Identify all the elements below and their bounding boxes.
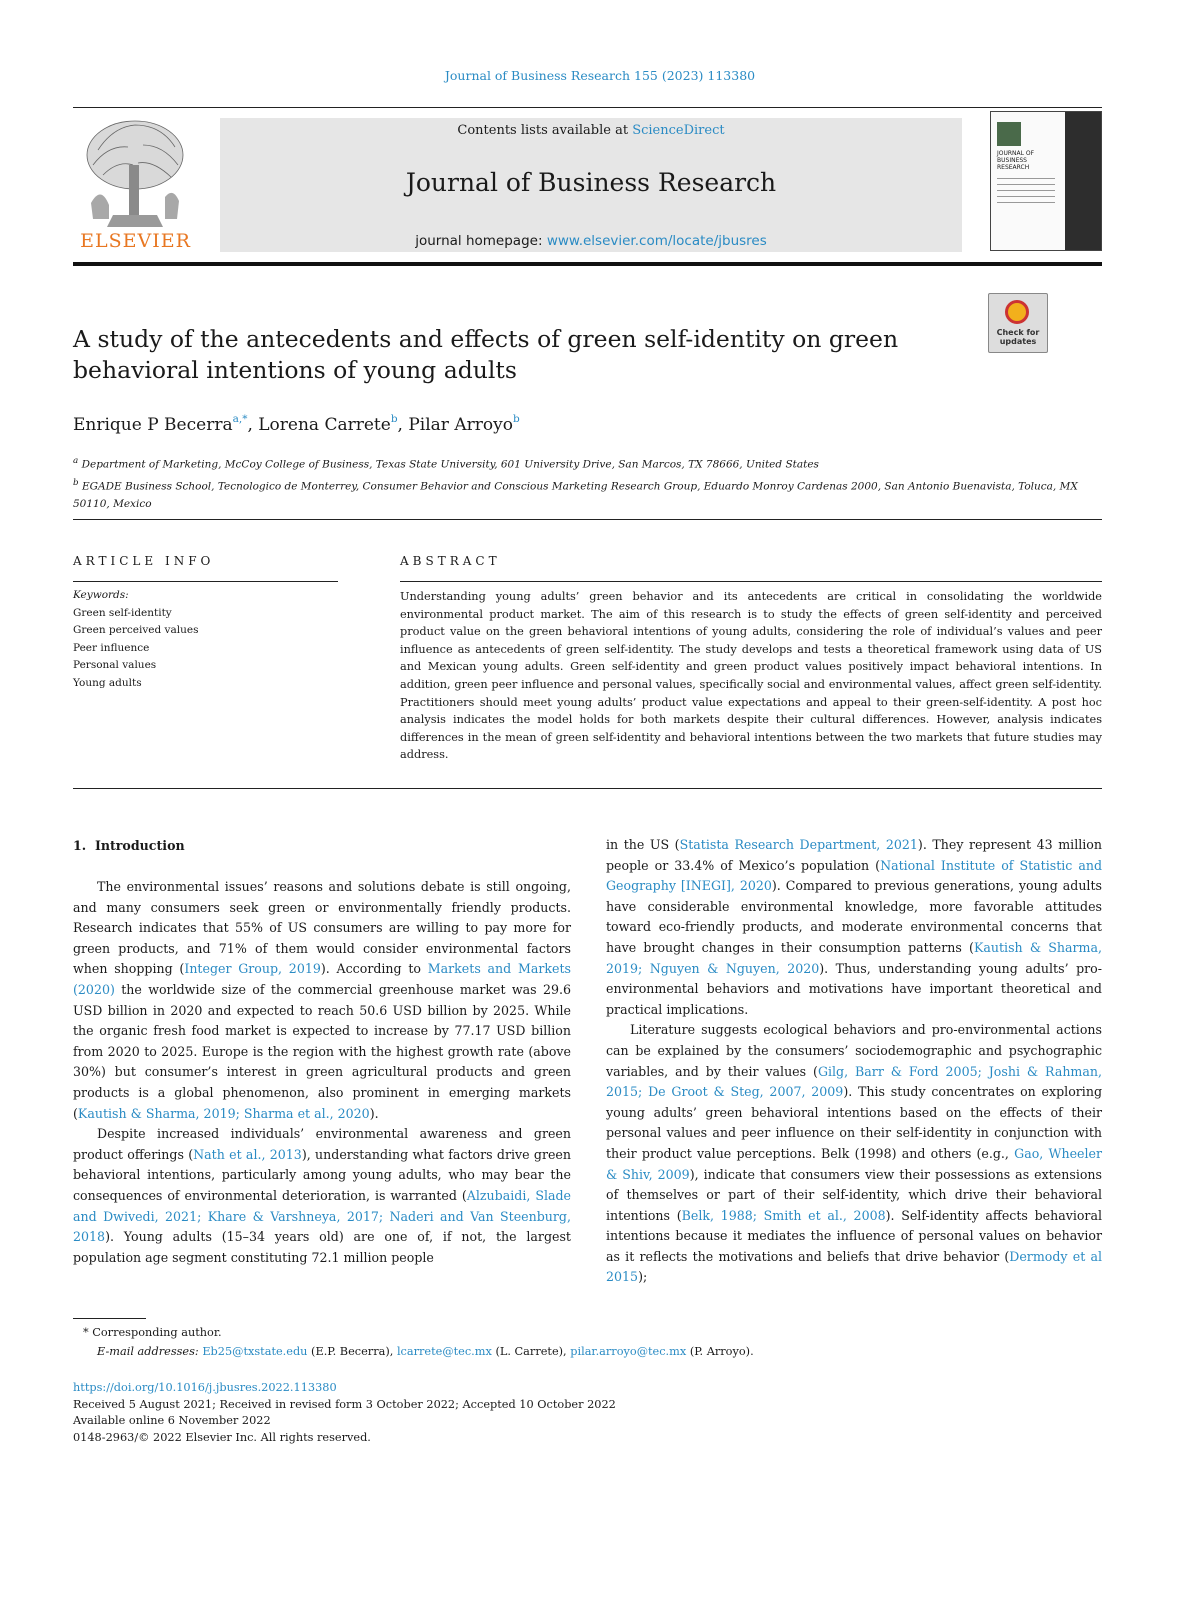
article-info-rule [73, 581, 338, 582]
body-text: The environmental issues’ reasons and solutions debate is still ongoing, and many consumers seek green or environmentally friendly products. Research indicates that 55% of US consumers are willing to pay more for green products, and 71% of them would consider environmental factors when shopping ( [73, 879, 571, 977]
body-text: ). This study concentrates on exploring young adults’ green behavioral intentions based on the effects of their personal values and peer influence on their self-identity in conjunction with their product value perceptions. Belk (1998) and others (e.g., [606, 1084, 1102, 1161]
body-column-left [73, 877, 571, 1268]
body-text: in the US ( [606, 837, 680, 852]
abstract-bottom-rule [73, 788, 1102, 789]
crossmark-icon [1005, 300, 1029, 324]
email-link[interactable]: Eb25@txstate.edu [202, 1344, 308, 1358]
citation-link[interactable]: Kautish & Sharma, 2019; Nguyen & Nguyen, 2020 [606, 939, 1102, 976]
journal-cover-thumbnail [990, 111, 1102, 251]
body-text: Literature suggests ecological behaviors and pro-environmental actions can be explained by the consumers’ sociodemographic and psychographic variables, and by their values ( [606, 1022, 1102, 1079]
publisher-name: ELSEVIER [80, 230, 191, 252]
body-text: ). [369, 1105, 379, 1121]
body-column-right [606, 835, 1102, 1288]
body-text: ), indicate that consumers view their possessions as extensions of themselves or part of their self-identity, which drive their behavioral intentions ( [606, 1166, 1103, 1223]
citation-link[interactable]: Integer Group, 2019 [184, 961, 321, 977]
paragraph [606, 835, 1102, 1020]
received-dates: Received 5 August 2021; Received in revised form 3 October 2022; Accepted 10 October 2022 [73, 1397, 616, 1411]
citation-link[interactable]: Alzubaidi, Slade and Dwivedi, 2021; Khare & Varshneya, 2017; Naderi and Van Steenburg, 2018 [73, 1187, 571, 1245]
footnote-rule [73, 1318, 146, 1319]
journal-title: Journal of Business Research [405, 168, 777, 197]
front-matter-rule [73, 519, 1102, 520]
body-text: the worldwide size of the commercial greenhouse market was 29.6 USD billion in 2020 and expected to reach 50.6 USD billion by 2025. While the organic fresh food market is expected to increase by 77.17 USD billion from 2020 to 2025. Europe is the region with the highest growth rate (above 30%) but consumer’s interest in green agricultural products and green products is a global phenomenon, also prominent in emerging markets ( [73, 981, 571, 1121]
citation-link[interactable]: Gao, Wheeler & Shiv, 2009 [606, 1145, 1102, 1182]
body-text: ), understanding what factors drive green behavioral intentions, particularly among young adults, who may bear the consequences of environmental deterioration, is warranted ( [73, 1146, 571, 1203]
homepage-link[interactable]: www.elsevier.com/locate/jbusres [546, 233, 767, 249]
paper-title: A study of the antecedents and effects of green self-identity on green behavioral intentions of young adults [73, 325, 899, 384]
body-text: ). Thus, understanding young adults’ pro-environmental behaviors and motivations have important theoretical and practical implications. [606, 960, 1102, 1017]
affiliation-a: $^a$ Department of Marketing, McCoy College of Business, Texas State University, 601 University Drive, San Marcos, TX 78666, United States [73, 456, 819, 471]
citation-link[interactable]: Kautish & Sharma, 2019; Sharma et al., 2020 [77, 1105, 370, 1121]
sciencedirect-link[interactable]: ScienceDirect [632, 123, 725, 138]
citation-link[interactable]: Statista Research Department, 2021 [679, 837, 918, 852]
body-text: ). They represent 43 million people or 33.4% of Mexico’s population ( [606, 837, 1102, 873]
citation-link[interactable]: Belk, 1988; Smith et al., 2008 [681, 1207, 886, 1223]
author-name: Enrique P Becerra [73, 415, 233, 435]
homepage-line: journal homepage: www.elsevier.com/locate/jbusres [415, 233, 767, 249]
footnotes [73, 1324, 1102, 1361]
keyword: Personal values [73, 659, 157, 671]
body-text: ); [638, 1269, 648, 1285]
body-text: ). Compared to previous generations, young adults have considerable environmental knowledge, more favorable attitudes toward eco-friendly products, and moderate environmental concerns that have brought changes in their consumption patterns ( [606, 878, 1102, 955]
keywords-block [73, 587, 198, 692]
article-info-heading: ARTICLE INFO [73, 554, 215, 568]
paragraph [606, 1020, 1102, 1288]
author-list: Enrique P Becerra$^{a,*}$, Lorena Carrete$^b$, Pilar Arroyo$^b$ [73, 413, 520, 435]
author-affiliation-mark[interactable]: a,* [232, 413, 248, 425]
keywords-label: Keywords: [73, 589, 129, 601]
email-link[interactable]: pilar.arroyo@tec.mx [570, 1344, 687, 1358]
author-affiliation-mark[interactable]: b [390, 413, 398, 425]
body-text: ). According to [320, 961, 428, 977]
cover-title: JOURNAL OF BUSINESS RESEARCH [997, 150, 1035, 171]
author-affiliation-mark[interactable]: b [512, 413, 520, 425]
keyword: Green self-identity [73, 606, 172, 619]
paragraph [73, 1124, 571, 1268]
header-top-rule [73, 107, 1102, 108]
citation-link[interactable]: Nath et al., 2013 [193, 1146, 302, 1162]
check-for-updates-badge[interactable]: Check for updates [988, 293, 1048, 353]
body-text: ). Self-identity affects behavioral intentions because it mediates the influence of personal values on behavior as it reflects the motivations and beliefs that drive behavior ( [606, 1207, 1102, 1264]
doi-link[interactable]: https://doi.org/10.1016/j.jbusres.2022.113380 [73, 1381, 337, 1394]
copyright: 0148-2963/© 2022 Elsevier Inc. All rights reserved. [73, 1430, 371, 1444]
author-name: Lorena Carrete [258, 415, 391, 435]
email-addresses: E-mail addresses: Eb25@txstate.edu (E.P. Becerra), lcarrete@tec.mx (L. Carrete), pilar.arroyo@tec.mx (P. Arroyo). [97, 1344, 754, 1358]
affiliation-b: $^b$ EGADE Business School, Tecnologico de Monterrey, Consumer Behavior and Conscious Marketing Research Group, Eduardo Monroy Cardenas 2000, San Antonio Buenavista, Toluca, MX 50110, Mexico [73, 477, 1078, 510]
available-online: Available online 6 November 2022 [73, 1414, 271, 1427]
citation-link[interactable]: National Institute of Statistic and Geography [INEGI], 2020 [606, 857, 1103, 894]
body-text: ). Young adults (15–34 years old) are one of, if not, the largest population age segment constituting 72.1 million people [73, 1229, 571, 1265]
keyword: Peer influence [73, 641, 150, 654]
body-text: Despite increased individuals’ environmental awareness and green product offerings ( [73, 1126, 571, 1162]
citation-link[interactable]: Dermody et al 2015 [606, 1248, 1102, 1285]
keyword: Green perceived values [73, 624, 199, 636]
citation-link[interactable]: Markets and Markets (2020) [73, 961, 571, 997]
corresponding-author-note: * Corresponding author. [83, 1326, 222, 1339]
author-name: Pilar Arroyo [408, 415, 513, 435]
abstract-heading: ABSTRACT [400, 554, 501, 568]
affiliations [73, 452, 1103, 513]
header-bottom-rule [73, 262, 1102, 266]
contents-line: Contents lists available at ScienceDirect [457, 123, 725, 138]
abstract-rule [400, 581, 1102, 582]
publication-info [73, 1380, 616, 1446]
abstract-text: Understanding young adults’ green behavior and its antecedents are critical in consolidating the worldwide environmental product market. The aim of this research is to study the effects of green self-identity and perceived product value on the green behavioral intentions of young adults, considering the role of individual’s values and peer influence as antecedents of green self-identity. The study develops and tests a theoretical framework using data of US and Mexican young adults. Green self-identity and green product values positively impact behavioral intentions. In addition, green peer influence and personal values, specifically social and environmental values, affect green self-identity. Practitioners should meet young adults’ product value expectations and appeal to their green-self-identity. A post hoc analysis indicates the model holds for both markets despite their cultural differences. However, analysis indicates differences in the mean of green self-identity and behavioral intentions between the two markets that future studies may address. [400, 590, 1102, 762]
citation-link[interactable]: Gilg, Barr & Ford 2005; Joshi & Rahman, 2015; De Groot & Steg, 2007, 2009 [606, 1063, 1103, 1100]
section-heading: 1. Introduction [73, 838, 185, 853]
email-link[interactable]: lcarrete@tec.mx [396, 1344, 492, 1358]
running-head: Journal of Business Research 155 (2023) 113380 [444, 68, 756, 83]
keyword: Young adults [73, 676, 142, 689]
paragraph [73, 877, 571, 1124]
